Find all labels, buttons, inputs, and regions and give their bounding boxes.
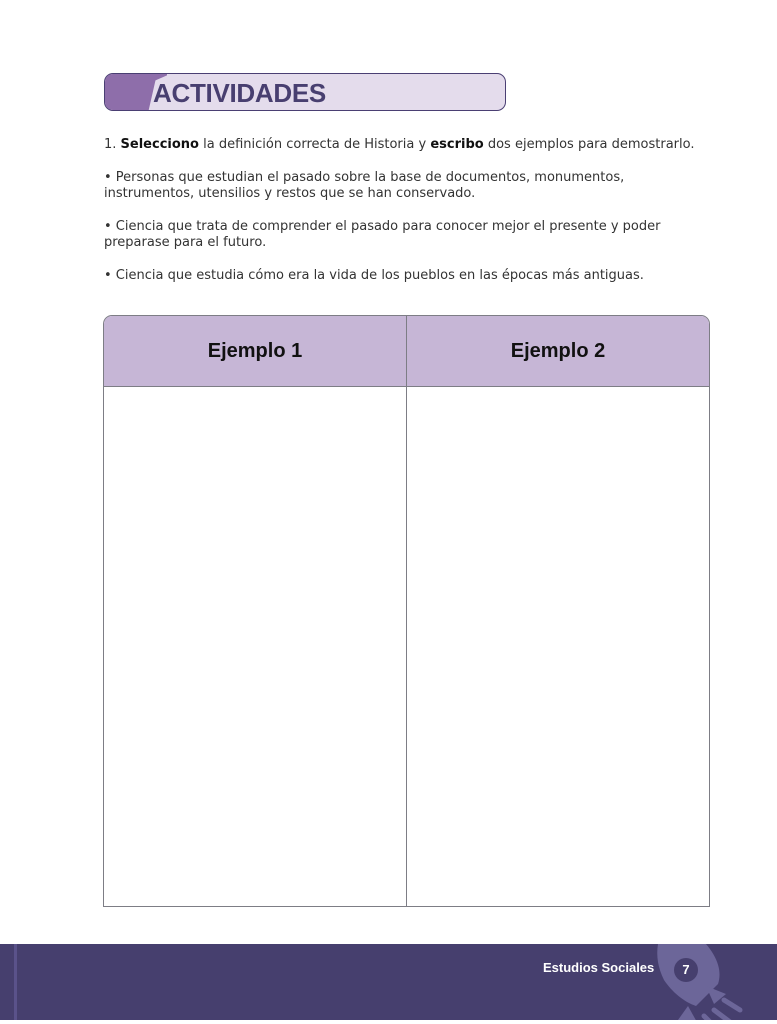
option-3: • Ciencia que estudia cómo era la vida de los pueblos en las épocas más antiguas. [104,268,644,283]
question-verb-write: escribo [430,137,484,152]
page-footer [0,944,777,1020]
option-2: • Ciencia que trata de comprender el pasado para conocer mejor el presente y poder preparase para el futuro. [104,219,661,250]
footer-stripe [14,944,17,1020]
question-number: 1. [104,137,117,152]
header-example-2: Ejemplo 2 [406,316,709,386]
examples-table-body [104,387,709,906]
question-text-part1: la definición correcta de Historia y [203,137,427,152]
answer-cell-example-1[interactable] [104,387,406,906]
rocket-icon [648,944,748,1020]
examples-table-header [104,316,709,387]
subject-label: Estudios Sociales [543,960,655,975]
section-title: ACTIVIDADES [153,78,326,108]
question-1 [104,137,714,153]
question-verb-select: Selecciono [120,137,199,152]
activities-banner [104,73,506,111]
answer-cell-example-2[interactable] [406,387,709,906]
examples-table [103,315,710,907]
question-text-part2: dos ejemplos para demostrarlo. [487,137,695,152]
header-example-1: Ejemplo 1 [207,339,303,362]
option-1: • Personas que estudian el pasado sobre la base de documentos, monumentos, instrumentos, utensilios y restos que se han conservado. [104,170,625,201]
page-number: 7 [674,958,698,982]
